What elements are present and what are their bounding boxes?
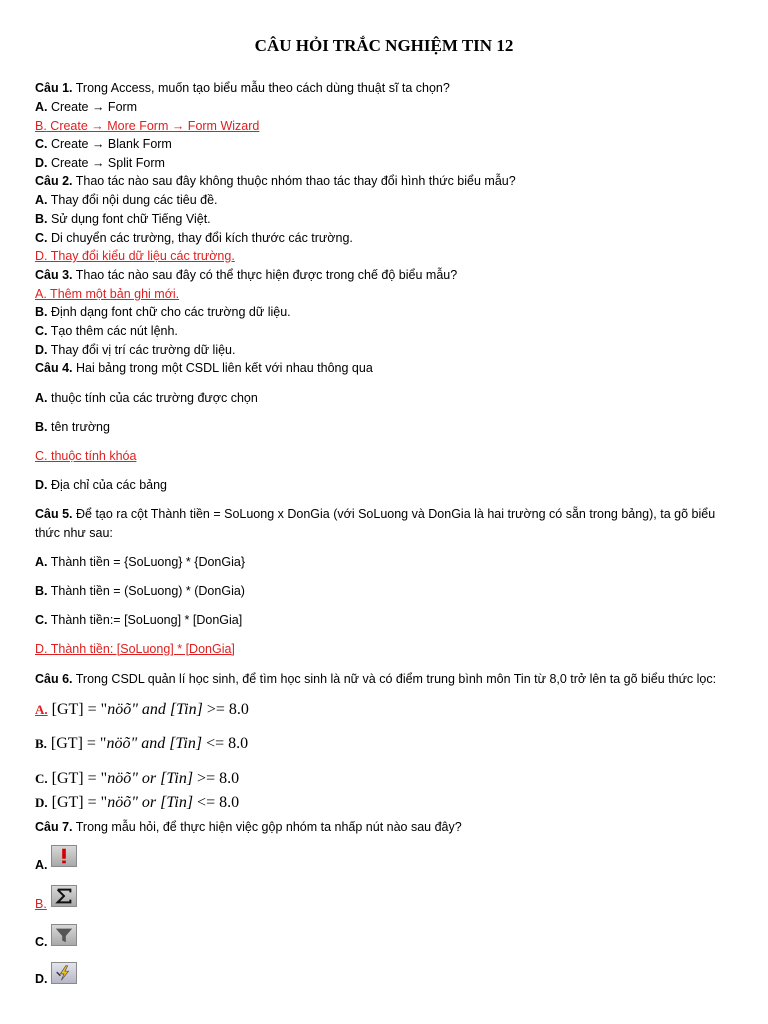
option-6c: [35, 768, 239, 790]
math-expression: [52, 701, 249, 718]
math-part: <= 8.0: [202, 735, 249, 752]
math-part: nöõ" or [Tin]: [107, 770, 194, 787]
question-5-continued: thức như sau:: [35, 526, 113, 540]
question-7: [35, 819, 462, 835]
option-text: Create → Split Form: [47, 156, 165, 170]
option-label: C.: [35, 324, 48, 338]
math-expression: [52, 794, 239, 811]
option-text: Tạo thêm các nút lệnh.: [47, 324, 178, 338]
option-label: B.: [35, 736, 47, 751]
option-4a: [35, 390, 258, 406]
option-text: Di chuyển các trường, thay đổi kích thước các trường.: [47, 231, 353, 245]
option-5a: [35, 554, 245, 570]
option-7c-label: [35, 934, 48, 950]
option-1d: [35, 155, 165, 171]
option-label: A.: [35, 555, 48, 569]
question-1: [35, 80, 450, 96]
option-label: A.: [35, 100, 48, 114]
question-label: Câu 5.: [35, 507, 73, 521]
option-label: B.: [35, 212, 48, 226]
option-6a-correct: [35, 699, 249, 721]
option-text: tên trường: [47, 420, 110, 434]
question-label: Câu 4.: [35, 361, 73, 375]
question-label: Câu 2.: [35, 174, 73, 188]
option-text: Thay đổi kiểu dữ liệu các trường.: [47, 249, 235, 263]
math-part: nöõ" and [Tin]: [106, 735, 203, 752]
option-text: Thay đổi nội dung các tiêu đề.: [47, 193, 218, 207]
option-2d-correct: [35, 248, 235, 264]
option-2a: [35, 192, 218, 208]
math-part: [GT] = ": [51, 770, 108, 787]
option-text: Thành tiền:= [SoLuong] * [DonGia]: [47, 613, 243, 627]
lightning-icon: [51, 962, 77, 984]
math-part: [GT] = ": [51, 701, 108, 718]
option-text: thuộc tính của các trường được chọn: [47, 391, 258, 405]
question-text: Hai bảng trong một CSDL liên kết với nhau thông qua: [72, 361, 373, 375]
option-label: D.: [35, 156, 48, 170]
question-label: Câu 1.: [35, 81, 73, 95]
option-label: D.: [35, 249, 48, 263]
option-text: Định dạng font chữ cho các trường dữ liệu.: [47, 305, 291, 319]
question-text: Trong CSDL quản lí học sinh, để tìm học sinh là nữ và có điểm trung bình môn Tin từ 8,0 trở lên ta gõ biểu thức lọc:: [72, 672, 717, 686]
question-text: Để tạo ra cột Thành tiền = SoLuong x DonGia (với SoLuong và DonGia là hai trường có sẵn trong bảng), ta gõ biểu: [72, 507, 716, 521]
option-7b-label-correct: [35, 896, 47, 912]
filter-icon: [51, 924, 77, 946]
math-expression: [51, 735, 248, 752]
option-3b: [35, 304, 291, 320]
option-text: Thêm một bản ghi mới.: [46, 287, 180, 301]
option-5b: [35, 583, 245, 599]
math-expression: [52, 770, 239, 787]
option-6d: [35, 792, 239, 814]
option-5d-correct: [35, 641, 235, 657]
question-label: Câu 6.: [35, 672, 73, 686]
option-label: C.: [35, 449, 48, 463]
math-part: nöõ" or [Tin]: [107, 794, 194, 811]
option-label: B.: [35, 897, 47, 911]
option-1c: [35, 136, 172, 152]
question-label: Câu 3.: [35, 268, 73, 282]
option-text: Thành tiền = (SoLuong) * (DonGia): [47, 584, 245, 598]
math-part: [GT] = ": [51, 794, 108, 811]
option-2c: [35, 230, 353, 246]
question-4: [35, 360, 373, 376]
option-3a-correct: [35, 286, 179, 302]
option-4b: [35, 419, 110, 435]
question-text: Trong Access, muốn tạo biểu mẫu theo cách dùng thuật sĩ ta chọn?: [72, 81, 450, 95]
option-text: Create → More Form → Form Wizard: [46, 119, 260, 133]
option-label: A.: [35, 391, 48, 405]
option-label: C.: [35, 771, 48, 786]
option-text: thuộc tính khóa: [47, 449, 137, 463]
option-label: C.: [35, 137, 48, 151]
math-part: >= 8.0: [202, 701, 249, 718]
option-label: A.: [35, 193, 48, 207]
option-7d-label: [35, 971, 48, 987]
option-6b: [35, 733, 248, 755]
option-label: B.: [35, 119, 47, 133]
option-5c: [35, 612, 242, 628]
option-4c-correct: [35, 448, 136, 464]
option-label: A.: [35, 287, 47, 301]
option-7a-label: [35, 857, 48, 873]
option-1a: [35, 99, 137, 115]
math-part: [GT] = ": [50, 735, 107, 752]
option-label: D.: [35, 642, 48, 656]
option-text: Create → Form: [47, 100, 138, 114]
option-label: B.: [35, 420, 48, 434]
option-2b: [35, 211, 211, 227]
question-3: [35, 267, 457, 283]
math-part: <= 8.0: [193, 794, 240, 811]
question-6: [35, 671, 716, 687]
option-text: Thành tiền = {SoLuong} * {DonGia}: [47, 555, 246, 569]
question-text: Thao tác nào sau đây không thuộc nhóm thao tác thay đổi hình thức biểu mẫu?: [72, 174, 516, 188]
page-title: CÂU HỎI TRẮC NGHIỆM TIN 12: [254, 36, 514, 55]
option-label: B.: [35, 584, 48, 598]
option-label: D.: [35, 795, 48, 810]
question-label: Câu 7.: [35, 820, 73, 834]
question-5: [35, 506, 715, 522]
option-label: A.: [35, 858, 48, 872]
option-label: A.: [35, 702, 48, 717]
option-label: D.: [35, 478, 48, 492]
option-label: B.: [35, 305, 48, 319]
option-3d: [35, 342, 235, 358]
exclamation-icon: [51, 845, 77, 867]
question-2: [35, 173, 516, 189]
option-text: Địa chỉ của các bảng: [47, 478, 168, 492]
option-label: C.: [35, 613, 48, 627]
option-label: C.: [35, 231, 48, 245]
option-label: C.: [35, 935, 48, 949]
question-text: Thao tác nào sau đây có thể thực hiện được trong chế độ biểu mẫu?: [72, 268, 458, 282]
option-1b-correct: [35, 118, 259, 134]
question-text: Trong mẫu hỏi, để thực hiện việc gộp nhóm ta nhấp nút nào sau đây?: [72, 820, 462, 834]
option-label: D.: [35, 972, 48, 986]
option-text: Sử dụng font chữ Tiếng Việt.: [47, 212, 211, 226]
option-label: D.: [35, 343, 48, 357]
option-text: Create → Blank Form: [47, 137, 172, 151]
option-3c: [35, 323, 178, 339]
option-4d: [35, 477, 167, 493]
sigma-icon: [51, 885, 77, 907]
math-part: nöõ" and [Tin]: [107, 701, 203, 718]
math-part: >= 8.0: [193, 770, 240, 787]
option-text: Thành tiền: [SoLuong] * [DonGia]: [47, 642, 235, 656]
option-text: Thay đổi vị trí các trường dữ liệu.: [47, 343, 236, 357]
